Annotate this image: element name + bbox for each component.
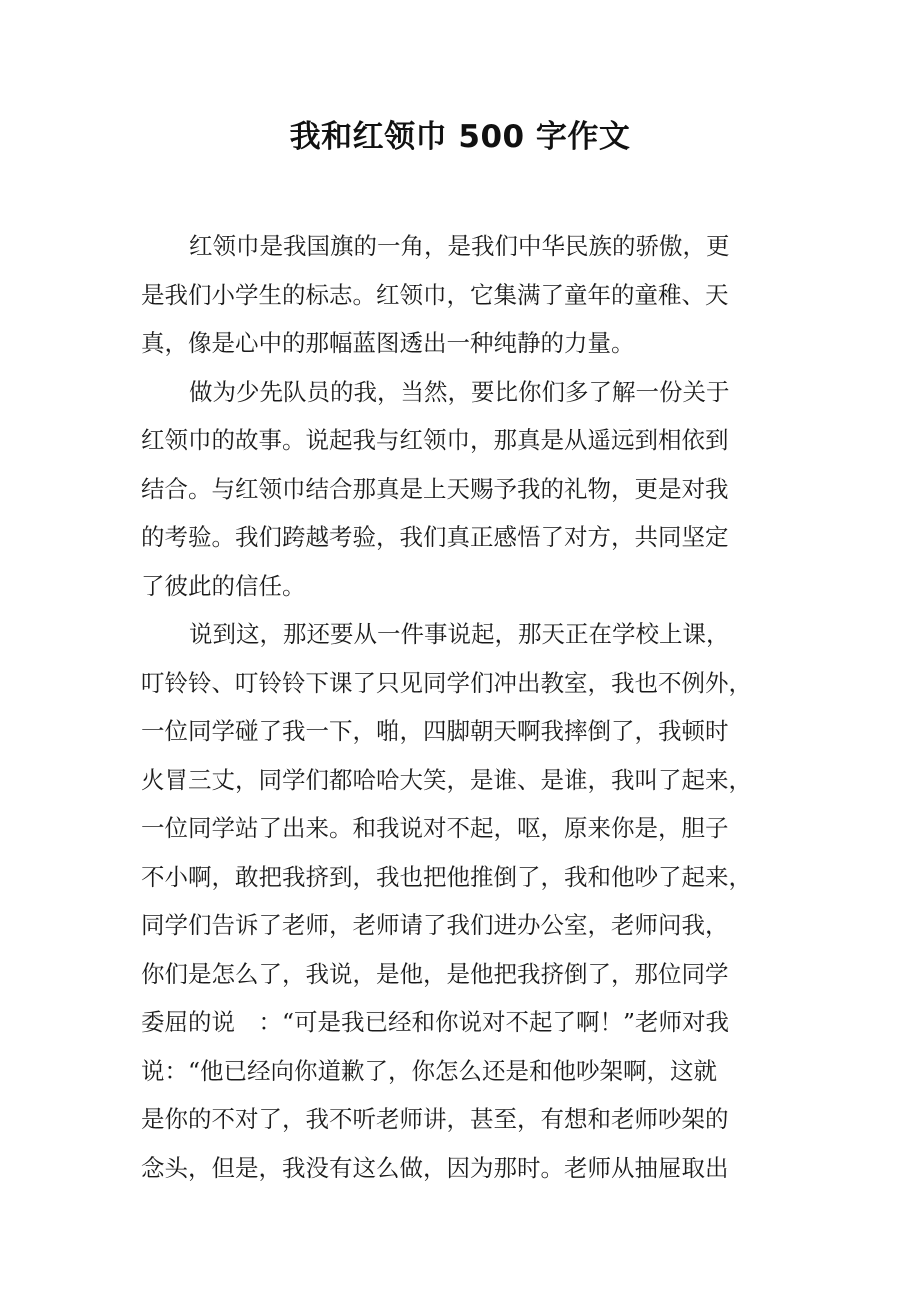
paragraph-3-line-2: 叮铃铃、叮铃铃下课了只见同学们冲出教室，我也不例外，: [141, 668, 752, 697]
paragraph-3-line-11: 是你的不对了，我不听老师讲，甚至，有想和老师吵架的: [141, 1105, 729, 1133]
paragraph-1-line-1: 红领巾是我国旗的一角，是我们中华民族的骄傲，更: [189, 232, 730, 260]
paragraph-3-line-10: 说：“他已经向你道歉了，你怎么还是和他吵架啊，这就: [141, 1056, 718, 1085]
paragraph-2-line-2: 红领巾的故事。说起我与红领巾，那真是从遥远到相依到: [141, 426, 729, 454]
document-body: [141, 222, 821, 1192]
document-title: 我和红领巾 500 字作文: [289, 119, 631, 155]
paragraph-3-line-1: 说到这，那还要从一件事说起，那天正在学校上课，: [189, 620, 730, 648]
paragraph-3-line-9: 委屈的说 ：“可是我已经和你说对不起了啊！”老师对我: [141, 1008, 730, 1036]
paragraph-3-line-4: 火冒三丈，同学们都哈哈大笑，是谁、是谁，我叫了起来，: [141, 765, 752, 794]
paragraph-3-line-12: 念头，但是，我没有这么做，因为那时。老师从抽屉取出: [141, 1153, 729, 1182]
paragraph-3-line-3: 一位同学碰了我一下，啪，四脚朝天啊我摔倒了，我顿时: [141, 717, 729, 745]
paragraph-3-line-7: 同学们告诉了老师，老师请了我们进办公室，老师问我，: [141, 911, 729, 939]
paragraph-3-line-8: 你们是怎么了，我说，是他，是他把我挤倒了，那位同学: [141, 959, 729, 988]
paragraph-2-line-4: 的考验。我们跨越考验，我们真正感悟了对方，共同坚定: [141, 523, 729, 551]
paragraph-3-line-6: 不小啊，敢把我挤到，我也把他推倒了，我和他吵了起来，: [141, 862, 752, 891]
paragraph-1-line-2: 是我们小学生的标志。红领巾，它集满了童年的童稚、天: [141, 280, 729, 309]
paragraph-2-line-3: 结合。与红领巾结合那真是上天赐予我的礼物，更是对我: [141, 474, 729, 503]
paragraph-1-line-3: 真，像是心中的那幅蓝图透出一种纯静的力量。: [141, 329, 635, 357]
paragraph-2-line-1: 做为少先队员的我，当然，要比你们多了解一份关于: [189, 377, 730, 406]
paragraph-3-line-5: 一位同学站了出来。和我说对不起，呕，原来你是，胆子: [141, 814, 729, 842]
paragraph-2-line-5: 了彼此的信任。: [141, 571, 306, 600]
